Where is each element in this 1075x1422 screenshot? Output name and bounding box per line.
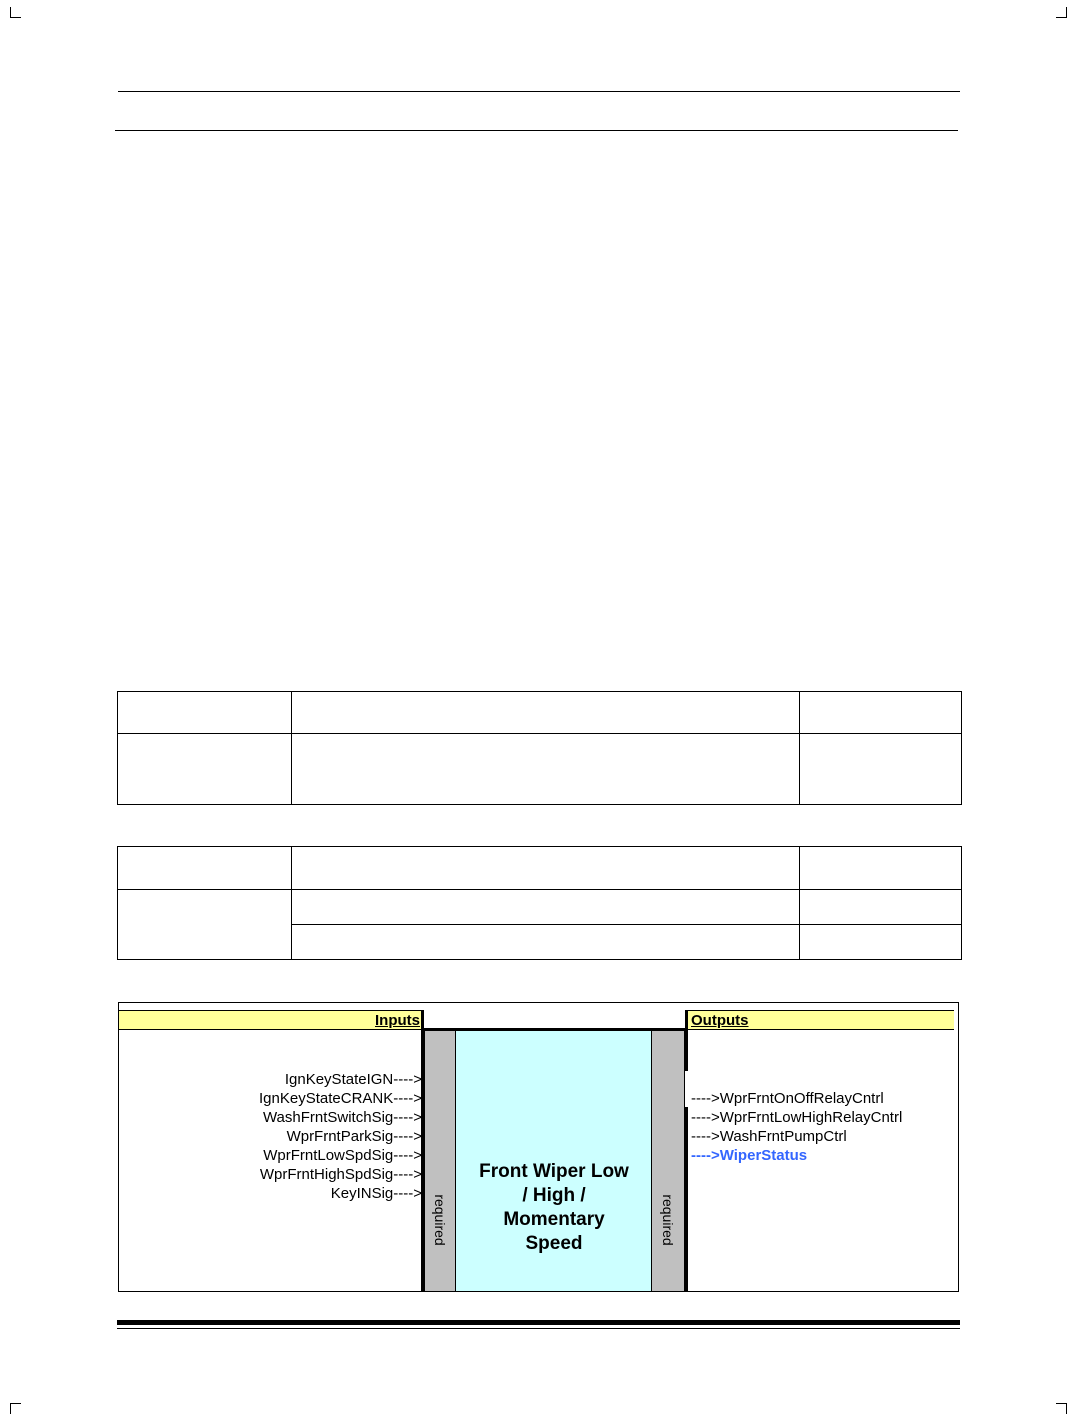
table-two [117, 846, 962, 960]
table-row [118, 692, 962, 734]
component-diagram [118, 1002, 959, 1292]
input-signal-wpr-frnt-park: WprFrntParkSig----> [286, 1128, 422, 1145]
input-signal-wash-frnt-switch: WashFrntSwitchSig----> [262, 1109, 422, 1126]
table-cell [292, 692, 800, 734]
component-name-line: Front Wiper Low [479, 1161, 629, 1182]
input-signal-ign-key-state-crank: IgnKeyStateCRANK----> [259, 1090, 422, 1107]
output-signal-wpr-frnt-low-high-relay: ---->WprFrntLowHighRelayCntrl [691, 1109, 903, 1126]
table-cell [292, 890, 800, 925]
outputs-header: Outputs [688, 1010, 954, 1030]
header-rule-bottom [115, 130, 958, 131]
crop-mark-bottom-right [1056, 1403, 1067, 1414]
crop-mark-top-left [10, 7, 21, 18]
table-cell [800, 692, 962, 734]
input-signal-key-in: KeyINSig----> [330, 1185, 422, 1202]
table-one [117, 691, 962, 805]
crop-mark-top-right [1056, 7, 1067, 18]
table-cell [800, 734, 962, 805]
right-boundary-line-upper [685, 1010, 688, 1071]
table-cell [800, 925, 962, 960]
table-cell [800, 847, 962, 890]
table-row [118, 890, 962, 925]
component-name-line: / High / [522, 1185, 586, 1206]
footer-rule-thin [117, 1328, 960, 1329]
input-signal-wpr-frnt-high-spd: WprFrntHighSpdSig----> [259, 1166, 422, 1183]
table-cell [118, 734, 292, 805]
table-cell [118, 890, 292, 960]
table-cell [118, 847, 292, 890]
table-cell [118, 692, 292, 734]
output-signal-wpr-frnt-on-off-relay: ---->WprFrntOnOffRelayCntrl [691, 1090, 884, 1107]
crop-mark-bottom-left [10, 1403, 21, 1414]
inputs-header: Inputs [119, 1010, 423, 1030]
right-port-label: required [660, 1194, 676, 1246]
table-cell [800, 890, 962, 925]
input-signal-wpr-frnt-low-spd: WprFrntLowSpdSig----> [263, 1147, 422, 1164]
component-name-line: Momentary [503, 1209, 605, 1230]
table-row [118, 734, 962, 805]
input-signal-ign-key-state-ign: IgnKeyStateIGN----> [284, 1071, 422, 1088]
left-port-label: required [432, 1194, 448, 1246]
table-row [118, 847, 962, 890]
header-rule-top [118, 91, 960, 92]
output-signal-wash-frnt-pump: ---->WashFrntPumpCtrl [691, 1128, 847, 1145]
right-boundary-line-lower [685, 1107, 688, 1291]
output-signal-wiper-status: ---->WiperStatus [691, 1147, 808, 1164]
component-name [456, 1160, 652, 1256]
table-cell [292, 925, 800, 960]
component-name-line: Speed [525, 1233, 583, 1254]
footer-rule-thick [117, 1320, 960, 1325]
table-cell [292, 734, 800, 805]
table-cell [292, 847, 800, 890]
